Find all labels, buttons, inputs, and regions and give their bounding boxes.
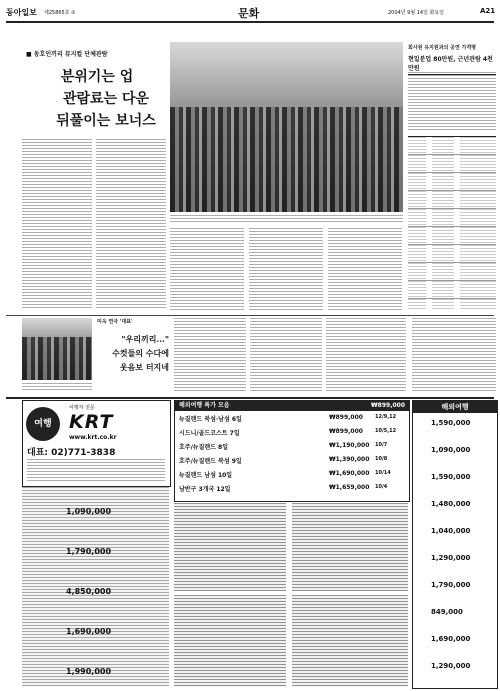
sidebar-stat: 현일분업 80만원, 근년관람 4천만원 [408,54,496,75]
left-price-2: 1,790,000 [66,547,112,556]
right-column-title: 해외여행 [413,401,497,413]
box-photo [22,318,92,380]
left-price-4: 1,690,000 [66,627,112,636]
right-price: 1,480,000 [431,500,471,508]
right-price: 1,790,000 [431,581,471,589]
lead-body-col5 [328,228,402,310]
right-price: 1,590,000 [431,473,471,481]
issue-number: 제25865호 ② [44,10,76,16]
right-column-ad [412,400,498,689]
middle-ad-grid-3 [174,595,286,687]
left-column-ads [22,487,169,687]
right-price: 1,290,000 [431,554,471,562]
box-kicker: 미옥 연극 '대표' [97,319,133,325]
middle-ad-grid-1 [174,503,286,591]
square-bullet-icon: ■ [26,51,34,58]
right-price: 1,040,000 [431,527,471,535]
banner-row: 시드니/골드코스트 7일 ₩899,000 10/5,12 [179,428,397,437]
box-quote [97,332,169,374]
banner-header: 해외여행 특가 모음 ₩899,000 [175,401,409,411]
quote-line-1: "우리끼리..." [121,334,169,344]
right-price: 1,090,000 [431,446,471,454]
lead-body-col1 [22,139,92,309]
banner-row: 남반구 3개국 12일 ₩1,659,000 10/4 [179,484,388,493]
right-price: 1,290,000 [431,662,471,670]
lead-body-col4 [249,228,323,310]
quote-line-3: 웃음보 터지네 [119,362,169,372]
section-title: 문화 [238,7,260,20]
issue-date: 2004년 9월 14일 화요일 [388,10,445,16]
krt-branch-list [27,459,165,483]
left-price-3: 4,850,000 [66,587,112,596]
left-price-1: 1,090,000 [66,507,112,516]
right-price: 1,590,000 [431,419,471,427]
sidebar-body [408,72,496,132]
box-photo-caption [22,383,92,391]
sidebar-table [408,136,496,309]
lead-body-col2 [96,139,166,309]
right-price: 1,690,000 [431,635,471,643]
headline-line-1: 분위기는 업 [60,69,134,85]
krt-ad [22,400,171,487]
headline-line-3: 뒤풀이는 보너스 [56,113,156,129]
banner-row: 뉴질랜드 북섬·남섬 6일 ₩899,000 12/9,12 [179,414,397,423]
masthead-rule [6,21,494,23]
page-number: A21 [480,7,496,15]
quote-line-2: 수컷들의 수다에 [112,348,169,358]
lead-photo [170,42,403,212]
sidebar-header: 회사원 유지원과의 공연 가격명 [408,45,477,51]
box-body-col2 [250,318,322,393]
banner-row: 호주/뉴질랜드 8일 ₩1,190,000 10/7 [179,442,388,451]
box-body-col1 [174,318,246,393]
lead-headline [22,66,172,132]
right-banner-ad [174,400,410,502]
box-body-col4 [412,318,496,393]
headline-line-2: 관람료는 다운 [62,91,150,107]
krt-slogan: 여행자 전문 [69,405,95,411]
ad-rule [6,397,494,399]
krt-phone: 대표: 02)771-3838 [27,448,116,458]
banner-row: 호주/뉴질랜드 북섬 9일 ₩1,390,000 10/8 [179,456,388,465]
right-price: 849,000 [431,608,463,616]
lead-body-col3 [170,228,244,310]
masthead [6,4,494,20]
banner-row: 뉴질랜드 남섬 10일 ₩1,690,000 10/14 [179,470,391,479]
middle-ad-grid-4 [292,595,408,687]
krt-url: www.krt.co.kr [69,434,117,441]
box-body-col3 [326,318,406,393]
middle-ad-grid-2 [292,503,408,591]
krt-logo-badge: 여행 [26,407,60,441]
krt-logo: KRT [69,411,114,433]
box-rule [6,315,494,316]
left-price-5: 1,990,000 [66,667,112,676]
lead-kicker: ■ 동호인끼리 뮤지컬 단체관람 [26,51,108,58]
paper-name: 동아일보 [6,8,37,17]
lead-photo-caption [170,215,403,223]
